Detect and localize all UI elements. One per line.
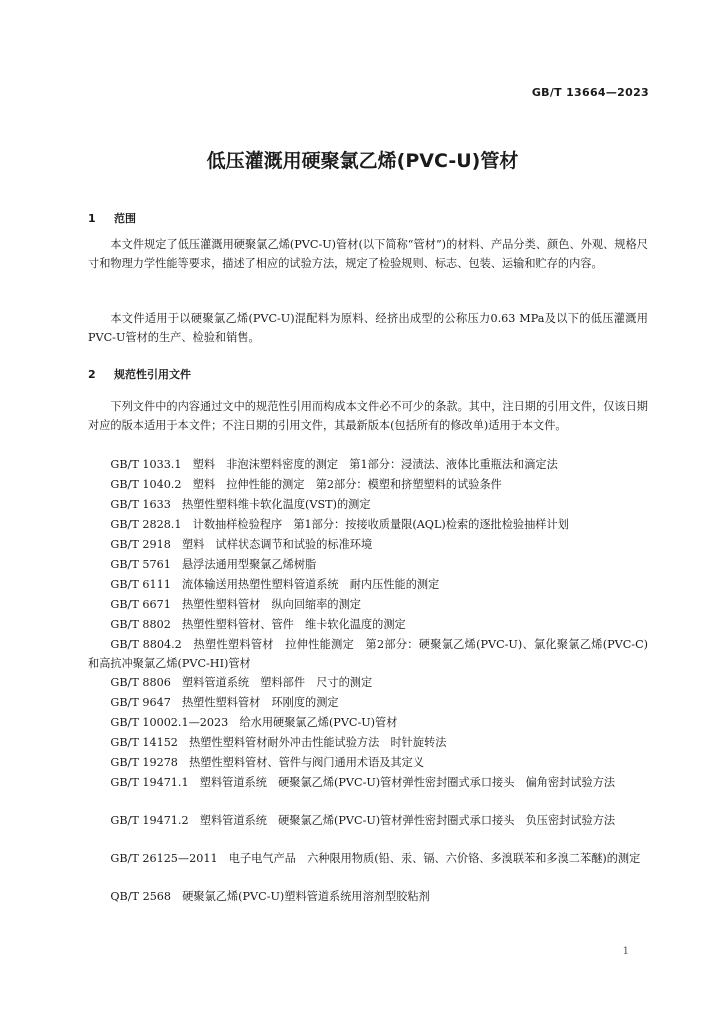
reference-item: GB/T 2828.1 计数抽样检验程序 第1部分：按接收质量限(AQL)检索的逐批检验抽样计划 (110, 518, 569, 531)
reference-item: GB/T 19278 热塑性塑料管材、管件与阀门通用术语及其定义 (110, 756, 425, 769)
reference-item: GB/T 9647 热塑性塑料管材 环刚度的测定 (110, 696, 339, 709)
reference-item: GB/T 14152 热塑性塑料管材耐外冲击性能试验方法 时针旋转法 (110, 736, 447, 749)
section-title: 规范性引用文件 (114, 368, 191, 381)
reference-item: GB/T 6111 流体输送用热塑性塑料管道系统 耐内压性能的测定 (110, 578, 440, 591)
scope-paragraph-1: 本文件规定了低压灌溉用硬聚氯乙烯(PVC-U)管材(以下简称“管材”)的材料、产品分类、颜色、外观、规格尺寸和物理力学性能等要求，描述了相应的试验方法，规定了检验规则、标志、包装、运输和贮存的内容。 (88, 238, 648, 270)
reference-item: GB/T 1633 热塑性塑料维卡软化温度(VST)的测定 (110, 498, 371, 511)
reference-item: GB/T 2918 塑料 试样状态调节和试验的标准环境 (110, 538, 373, 551)
reference-item: GB/T 8806 塑料管道系统 塑料部件 尺寸的测定 (110, 676, 373, 689)
scope-paragraph-2: 本文件适用于以硬聚氯乙烯(PVC-U)混配料为原料、经挤出成型的公称压力0.63 MPa及以下的低压灌溉用PVC-U管材的生产、检验和销售。 (88, 312, 648, 344)
reference-item: GB/T 6671 热塑性塑料管材 纵向回缩率的测定 (110, 598, 361, 611)
section-1-heading (88, 210, 136, 226)
section-2-heading (88, 366, 191, 382)
reference-item: GB/T 1040.2 塑料 拉伸性能的测定 第2部分：模塑和挤塑塑料的试验条件 (110, 478, 502, 491)
section-number: 2 (88, 368, 96, 381)
reference-item: GB/T 8804.2 热塑性塑料管材 拉伸性能测定 第2部分：硬聚氯乙烯(PVC-U)、氯化聚氯乙烯(PVC-C)和高抗冲聚氯乙烯(PVC-HI)管材 (88, 638, 648, 670)
references-intro: 下列文件中的内容通过文中的规范性引用而构成本文件必不可少的条款。其中，注日期的引用文件，仅该日期对应的版本适用于本文件；不注日期的引用文件，其最新版本(包括所有的修改单)适用于本文件。 (88, 400, 648, 432)
standard-code: GB/T 13664—2023 (531, 86, 649, 99)
section-number: 1 (88, 212, 96, 225)
reference-item: GB/T 5761 悬浮法通用型聚氯乙烯树脂 (110, 558, 317, 571)
page-number: 1 (622, 946, 629, 957)
document-title: 低压灌溉用硬聚氯乙烯(PVC-U)管材 (206, 150, 519, 172)
reference-item: GB/T 8802 热塑性塑料管材、管件 维卡软化温度的测定 (110, 618, 406, 631)
reference-item: GB/T 19471.2 塑料管道系统 硬聚氯乙烯(PVC-U)管材弹性密封圈式承口接头 负压密封试验方法 (110, 814, 616, 827)
reference-item: GB/T 19471.1 塑料管道系统 硬聚氯乙烯(PVC-U)管材弹性密封圈式承口接头 偏角密封试验方法 (110, 776, 616, 789)
reference-item: GB/T 10002.1—2023 给水用硬聚氯乙烯(PVC-U)管材 (110, 716, 398, 729)
reference-item: QB/T 2568 硬聚氯乙烯(PVC-U)塑料管道系统用溶剂型胶粘剂 (110, 890, 430, 903)
reference-item: GB/T 1033.1 塑料 非泡沫塑料密度的测定 第1部分：浸渍法、液体比重瓶法和滴定法 (110, 458, 558, 471)
reference-item: GB/T 26125—2011 电子电气产品 六种限用物质(铅、汞、镉、六价铬、多溴联苯和多溴二苯醚)的测定 (110, 852, 641, 865)
section-title: 范围 (114, 212, 136, 225)
